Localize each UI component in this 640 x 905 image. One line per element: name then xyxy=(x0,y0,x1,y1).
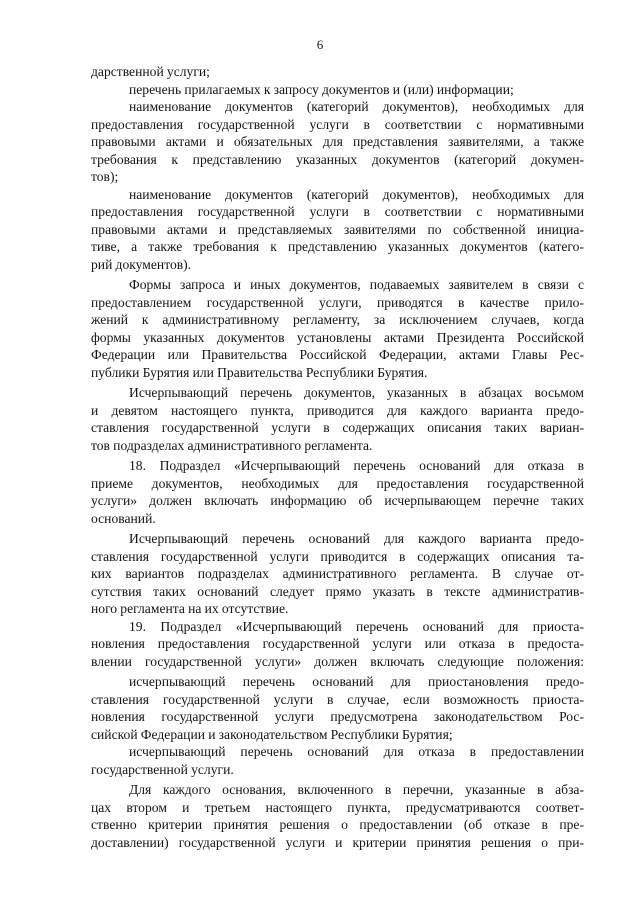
text-line: 19. Подраздел «Исчерпывающий перечень оснований для приоста- xyxy=(129,618,584,634)
text-line: новления государственной услуги предусмотрена законодательством Рос- xyxy=(91,709,584,724)
text-line: предоставлением государственной услуги, приводятся в качестве прило- xyxy=(91,294,584,310)
text-line: дарственной услуги; xyxy=(91,64,210,79)
page-number: 6 xyxy=(316,37,324,52)
text-line: услуги» должен включать информацию об исчерпывающем перечне таких xyxy=(91,493,584,508)
text-line: цах втором и третьем настоящего пункта, предусматриваются соответ- xyxy=(91,799,584,815)
text-line: предоставления государственной услуги в соответствии с нормативными xyxy=(91,204,584,219)
text-line: и девятом настоящего пункта, приводится для каждого варианта предо- xyxy=(91,402,584,418)
text-line: тов); xyxy=(91,169,119,184)
text-line: рий документов). xyxy=(91,256,192,272)
text-line: ставления государственной услуги в содержащих описания таких вариан- xyxy=(91,420,584,435)
text-line: жений к административному регламенту, за исключением случаев, когда xyxy=(91,312,584,327)
text-line: государственной услуги. xyxy=(91,761,234,777)
text-line: ких вариантов подразделах административного регламента. В случае от- xyxy=(91,566,584,581)
text-line: правовыми актами и обязательных для представления заявителями, а также xyxy=(91,134,584,149)
text-line: требования к представлению указанных документов (категорий докумен- xyxy=(91,151,584,167)
text-line: тиве, а также требования к представлению указанных документов (катего- xyxy=(91,239,584,254)
text-line: 18. Подраздел «Исчерпывающий перечень оснований для отказа в xyxy=(129,458,584,473)
text-line: ного регламента на их отсутствие. xyxy=(91,601,289,616)
text-line: Для каждого основания, включенного в перечни, указанные в абза- xyxy=(129,782,584,797)
text-line: оснований. xyxy=(91,510,156,526)
document-body xyxy=(91,63,584,851)
text-line: ставления государственной услуги в случае, если возможность приоста- xyxy=(91,691,584,707)
text-line: ставления государственной услуги приводится в содержащих описания та- xyxy=(91,548,584,564)
text-line: Федерации или Правительства Российской Федерации, актами Главы Рес- xyxy=(91,347,584,362)
text-line: Исчерпывающий перечень оснований для каждого варианта предо- xyxy=(129,531,584,546)
text-line: сийской Федерации и законодательством Республики Бурятия; xyxy=(91,726,453,742)
text-line: Исчерпывающий перечень документов, указанных в абзацах восьмом xyxy=(129,385,584,400)
text-line: Формы запроса и иных документов, подаваемых заявителем в связи с xyxy=(129,277,584,292)
text-line: исчерпывающий перечень оснований для отказа в предоставлении xyxy=(129,744,584,759)
text-line: наименование документов (категорий документов), необходимых для xyxy=(129,186,584,202)
text-line: формы указанных документов установлены актами Президента Российской xyxy=(91,329,584,345)
text-line: исчерпывающий перечень оснований для приостановления предо- xyxy=(129,674,584,689)
text-line: предоставления государственной услуги в соответствии с нормативными xyxy=(91,116,584,132)
text-line: влении государственной услуги» должен включать следующие положения: xyxy=(91,653,584,669)
text-line: ственно критерии принятия решения о предоставлении (об отказе в пре- xyxy=(91,817,584,832)
text-line: приеме документов, необходимых для предоставления государственной xyxy=(91,475,584,491)
text-line: публики Бурятия или Правительства Республики Бурятия. xyxy=(91,364,428,380)
text-line: новления предоставления государственной услуги или отказа в предоста- xyxy=(91,636,584,651)
text-line: сутствия таких оснований следует прямо указать в тексте административ- xyxy=(91,583,584,599)
text-line: тов подразделах административного регламента. xyxy=(91,437,373,453)
text-line: правовыми актами и представляемых заявителями по собственной инициа- xyxy=(91,221,584,237)
text-line: наименование документов (категорий документов), необходимых для xyxy=(129,99,584,114)
text-line: доставлении) государственной услуги и критерии принятия решения о при- xyxy=(91,834,584,850)
text-line: перечень прилагаемых к запросу документов и (или) информации; xyxy=(129,81,514,97)
